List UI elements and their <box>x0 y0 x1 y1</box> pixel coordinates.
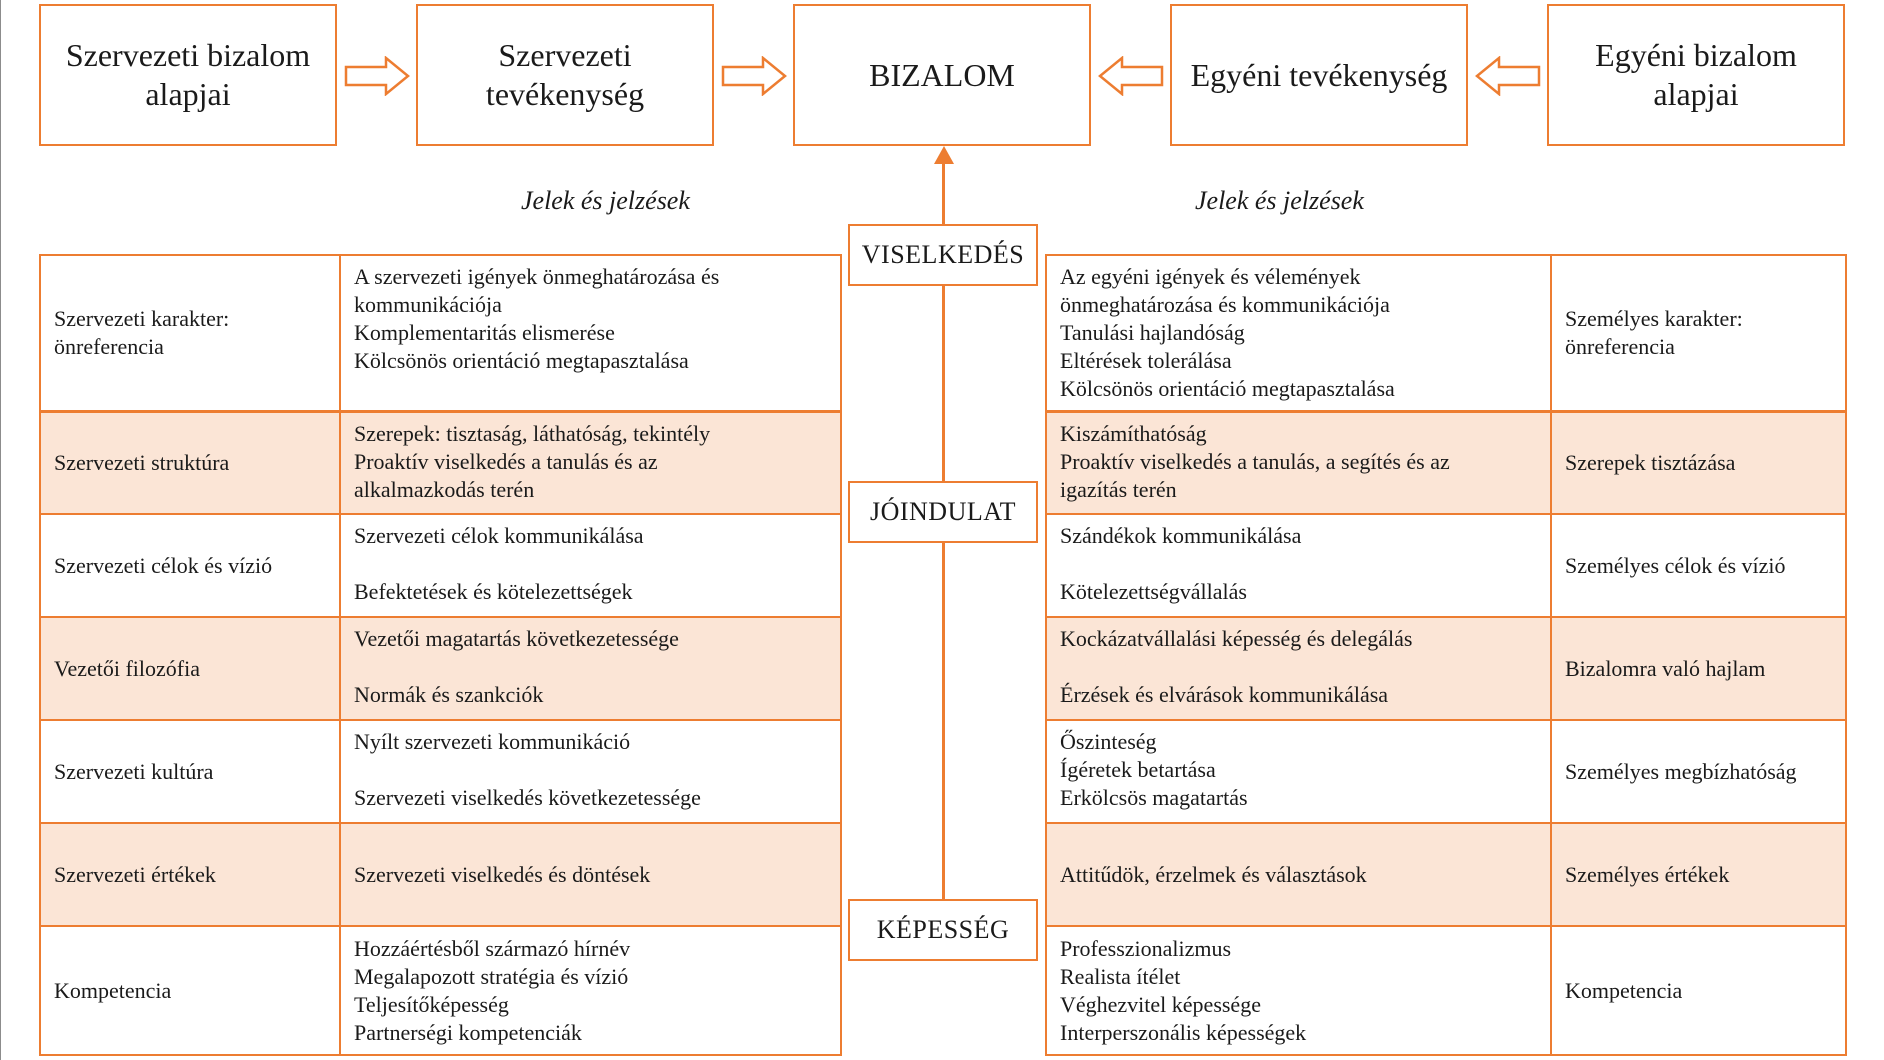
row-label: Személyes értékek <box>1551 823 1846 926</box>
list-item: Professzionalizmus <box>1060 935 1232 961</box>
list-item: Érzések és elvárások kommunikálása <box>1060 682 1389 707</box>
table-row <box>1046 720 1846 823</box>
list-item: igazítás terén <box>1060 476 1177 502</box>
list-item: Kölcsönös orientáció megtapasztalása <box>1060 376 1395 401</box>
ability-label-box <box>848 899 1038 961</box>
center-connector-line <box>942 160 945 224</box>
behaviour-label: VISELKEDÉS <box>861 240 1025 269</box>
table-row <box>1046 514 1846 617</box>
list-item: Befektetések és kötelezettségek <box>354 579 633 604</box>
left-edge-rule <box>0 0 1 1060</box>
row-label: Szervezeti kultúra <box>40 720 340 823</box>
list-item: Komplementaritás elismerése <box>354 320 615 345</box>
list-item: Tanulási hajlandóság <box>1060 320 1245 345</box>
list-item: Szervezeti célok kommunikálása <box>354 523 644 548</box>
table-row <box>40 926 841 1055</box>
list-item: Megalapozott stratégia és vízió <box>354 963 629 989</box>
table-row <box>1046 926 1846 1055</box>
row-items <box>340 926 841 1055</box>
list-item: Kiszámíthatóság <box>1060 420 1207 446</box>
individual-trust-table <box>1045 254 1847 1056</box>
row-items <box>1046 926 1551 1055</box>
list-item: Proaktív viselkedés a tanulás, a segítés és az <box>1060 448 1450 474</box>
org-activity-line2: tevékenység <box>485 76 645 112</box>
row-label: Vezetői filozófia <box>40 617 340 720</box>
individual-activity-box <box>1170 4 1468 146</box>
left-arrow-icon <box>1098 56 1164 96</box>
list-item: Szerepek: tisztaság, láthatóság, tekintély <box>354 420 711 446</box>
org-trust-foundations-box <box>39 4 337 146</box>
list-item: Kötelezettségvállalás <box>1060 579 1247 604</box>
list-item: Attitűdök, érzelmek és választások <box>1060 861 1367 887</box>
list-item: önmeghatározása és kommunikációja <box>1060 292 1390 317</box>
list-item: Az egyéni igények és vélemények <box>1060 264 1361 289</box>
organizational-trust-table <box>39 254 842 1056</box>
row-label: Szervezeti célok és vízió <box>40 514 340 617</box>
goodwill-label-box <box>848 481 1038 543</box>
table-row <box>1046 411 1846 514</box>
list-item: Hozzáértésből származó hírnév <box>354 935 631 961</box>
list-item: Partnerségi kompetenciák <box>354 1019 582 1045</box>
row-items <box>340 255 841 411</box>
table-row <box>40 255 841 411</box>
list-item: Interperszonális képességek <box>1060 1019 1307 1045</box>
trust-label: BIZALOM <box>869 56 1015 93</box>
row-label: Szervezeti struktúra <box>40 411 340 514</box>
left-arrow-icon <box>1475 56 1541 96</box>
right-arrow-icon <box>721 56 787 96</box>
list-item: Eltérések tolerálása <box>1060 348 1232 373</box>
row-label: Szervezeti értékek <box>40 823 340 926</box>
row-label: Szerepek tisztázása <box>1551 411 1846 514</box>
table-row <box>1046 617 1846 720</box>
row-items <box>340 617 841 720</box>
row-label: Személyes karakter: önreferencia <box>1551 255 1846 411</box>
row-items <box>1046 823 1551 926</box>
row-items <box>1046 255 1551 411</box>
table-row <box>40 411 841 514</box>
list-item: Szervezeti viselkedés következetessége <box>354 785 701 810</box>
org-activity-box <box>416 4 714 146</box>
center-connector-line <box>942 543 945 899</box>
list-item: Kölcsönös orientáció megtapasztalása <box>354 348 689 373</box>
table-row <box>40 823 841 926</box>
ind-foundations-line2: alapjai <box>1653 76 1739 112</box>
row-items <box>1046 514 1551 617</box>
row-label: Szervezeti karakter: önreferencia <box>40 255 340 411</box>
row-items <box>340 823 841 926</box>
table-row <box>40 720 841 823</box>
individual-activity-label: Egyéni tevékenység <box>1190 56 1448 93</box>
center-connector-line <box>942 285 945 481</box>
list-item: Erkölcsös magatartás <box>1060 785 1248 810</box>
row-items <box>1046 720 1551 823</box>
list-item: Proaktív viselkedés a tanulás és az <box>354 448 658 474</box>
list-item: Normák és szankciók <box>354 682 544 707</box>
row-items <box>340 411 841 514</box>
list-item: A szervezeti igények önmeghatározása és <box>354 264 720 289</box>
row-label: Kompetencia <box>40 926 340 1055</box>
list-item: Teljesítőképesség <box>354 991 509 1017</box>
individual-trust-foundations-box <box>1547 4 1845 146</box>
table-row <box>40 514 841 617</box>
row-items <box>1046 411 1551 514</box>
row-label: Bizalomra való hajlam <box>1551 617 1846 720</box>
row-items <box>340 720 841 823</box>
row-label: Kompetencia <box>1551 926 1846 1055</box>
list-item: kommunikációja <box>354 292 502 317</box>
list-item: Ígéretek betartása <box>1060 757 1216 782</box>
list-item: Őszinteség <box>1060 729 1157 754</box>
org-activity-line1: Szervezeti <box>498 37 632 73</box>
list-item: Véghezvitel képessége <box>1060 991 1261 1017</box>
signals-label-left: Jelek és jelzések <box>521 186 690 215</box>
list-item: alkalmazkodás terén <box>354 476 535 502</box>
right-arrow-icon <box>344 56 410 96</box>
org-foundations-line1: Szervezeti bizalom <box>65 37 311 73</box>
table-row <box>40 617 841 720</box>
goodwill-label: JÓINDULAT <box>869 497 1017 526</box>
list-item: Realista ítélet <box>1060 963 1181 989</box>
behaviour-label-box <box>848 224 1038 286</box>
trust-box <box>793 4 1091 146</box>
list-item: Kockázatvállalási képesség és delegálás <box>1060 626 1413 651</box>
row-items <box>340 514 841 617</box>
ability-label: KÉPESSÉG <box>876 915 1010 944</box>
org-foundations-line2: alapjai <box>145 76 231 112</box>
ind-foundations-line1: Egyéni bizalom <box>1595 37 1797 73</box>
list-item: Szervezeti viselkedés és döntések <box>354 861 651 887</box>
list-item: Szándékok kommunikálása <box>1060 523 1302 548</box>
table-row <box>1046 823 1846 926</box>
row-label: Személyes célok és vízió <box>1551 514 1846 617</box>
row-items <box>1046 617 1551 720</box>
list-item: Nyílt szervezeti kommunikáció <box>354 729 631 754</box>
signals-label-right: Jelek és jelzések <box>1195 186 1364 215</box>
table-row <box>1046 255 1846 411</box>
row-label: Személyes megbízhatóság <box>1551 720 1846 823</box>
list-item: Vezetői magatartás következetessége <box>354 626 679 651</box>
